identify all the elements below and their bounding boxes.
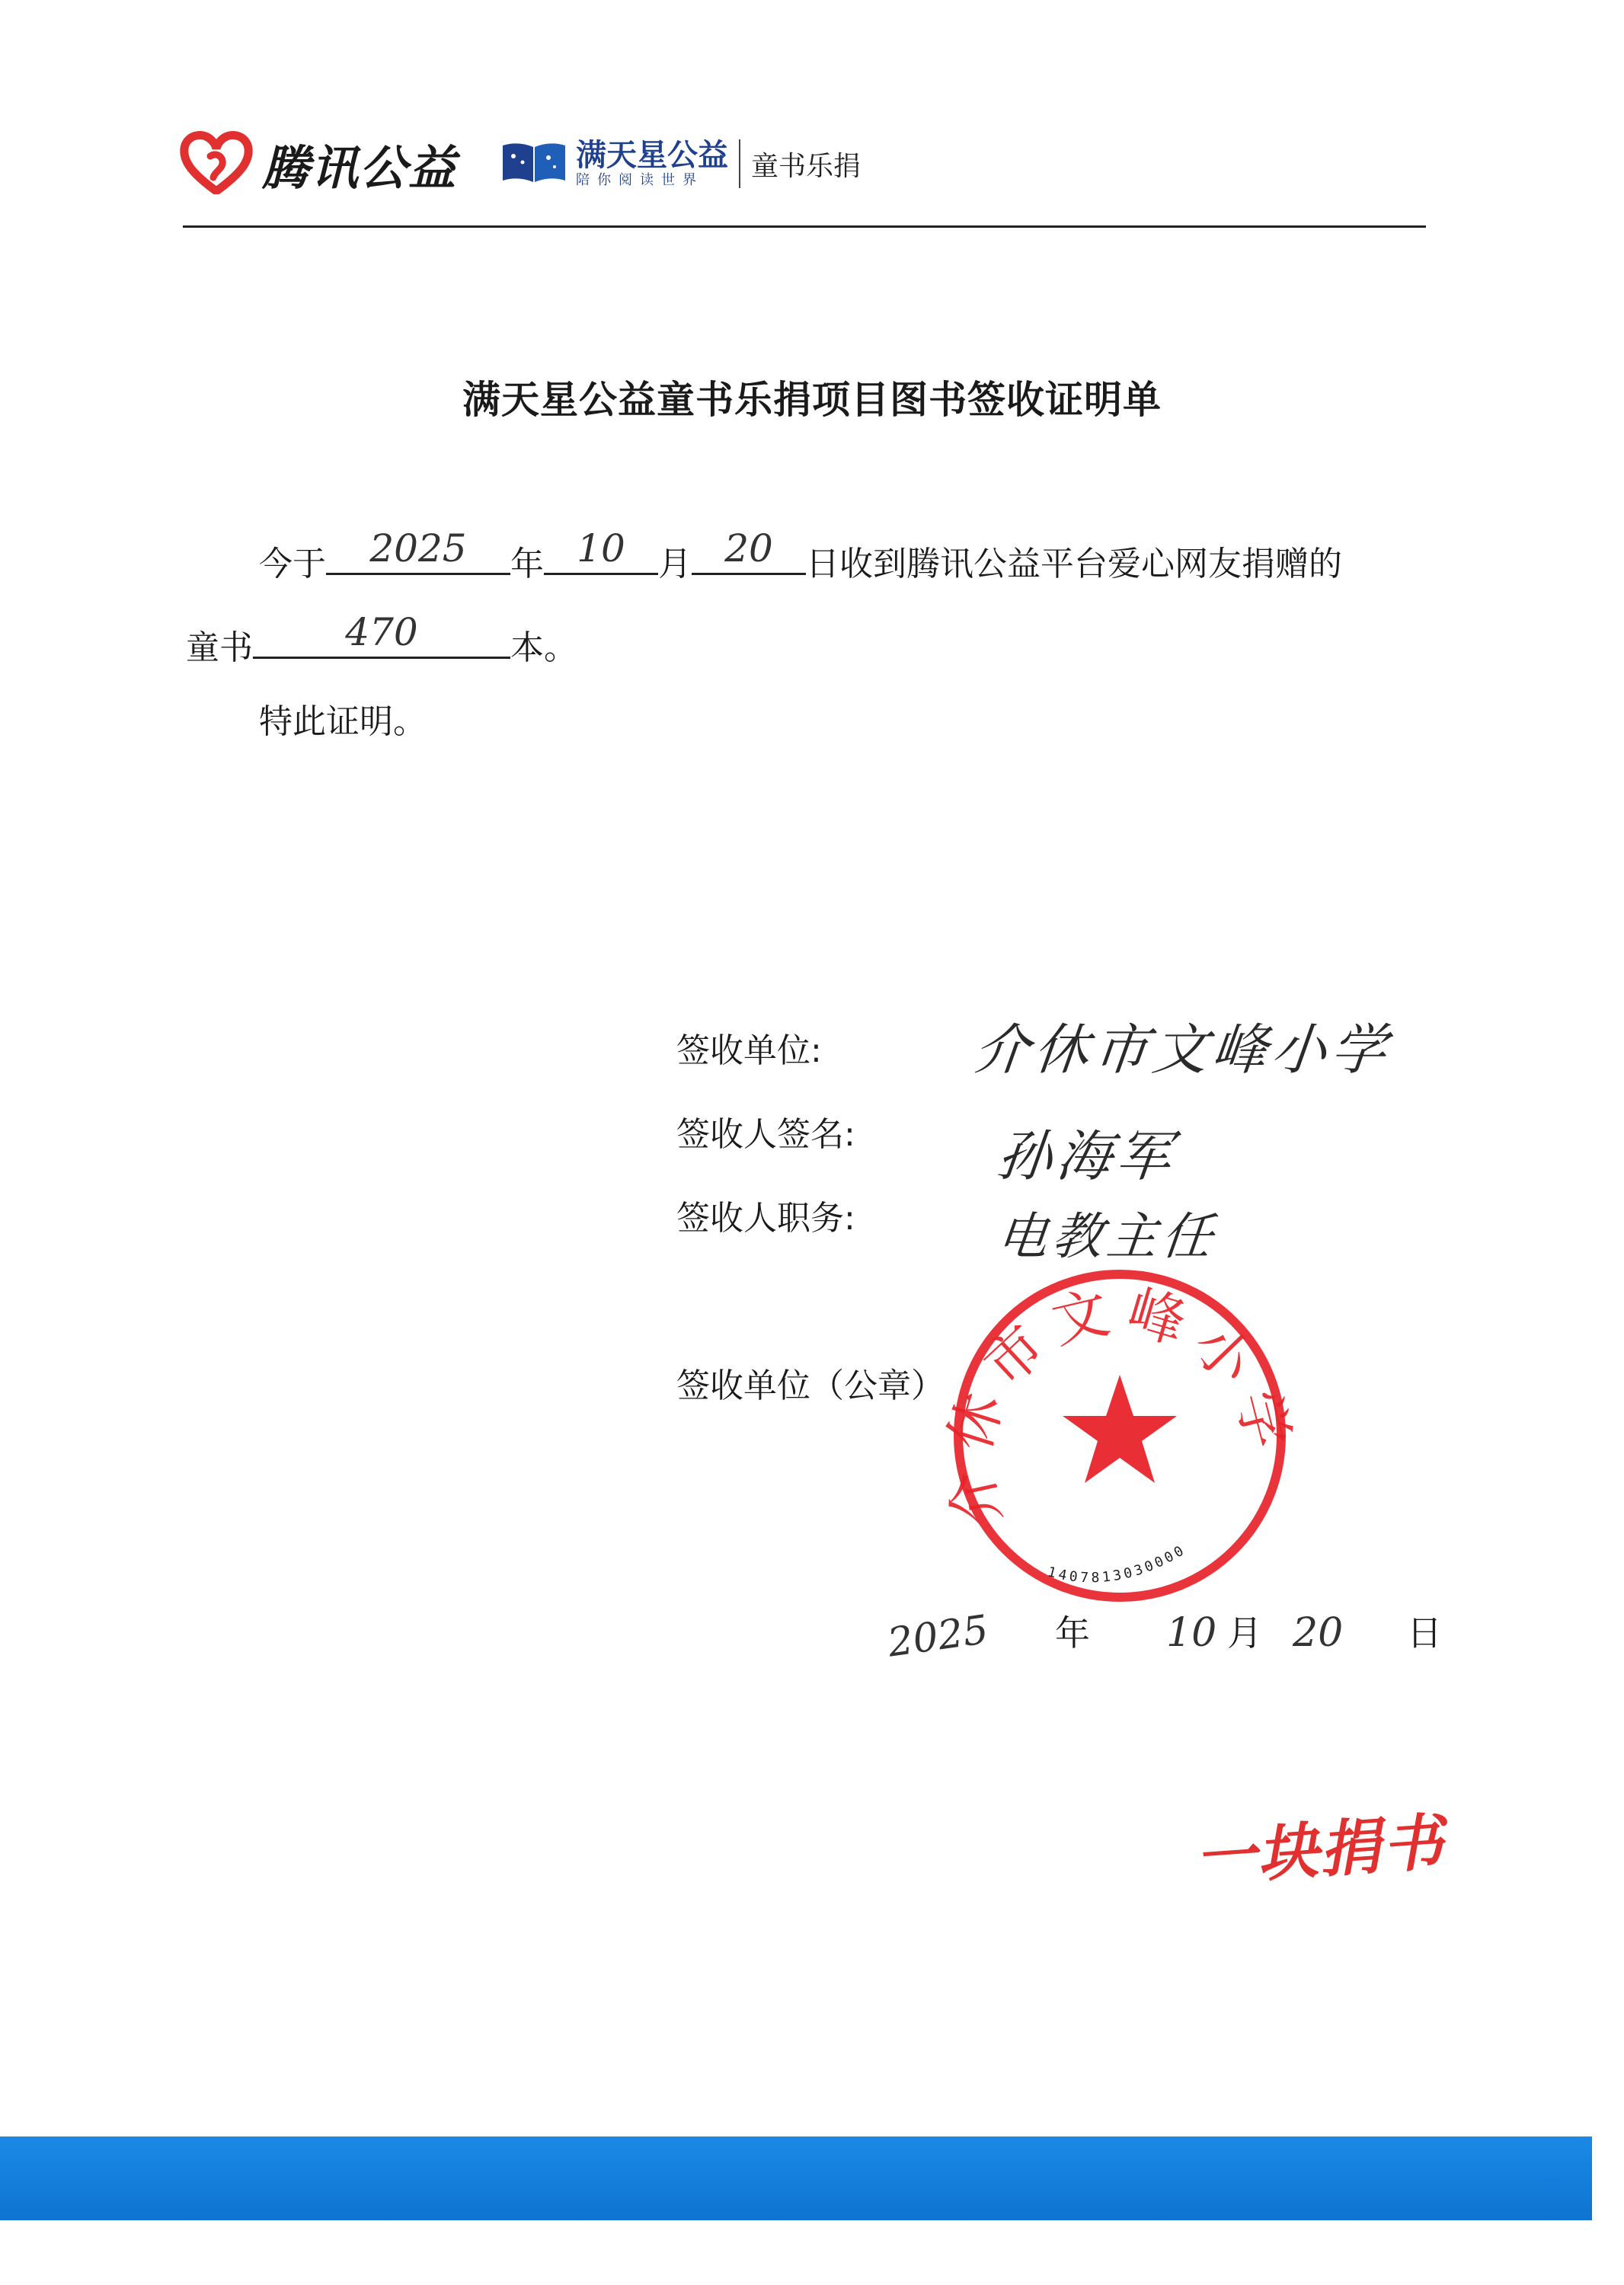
official-seal-label: 签收单位（公章）	[676, 1366, 945, 1405]
receipt-line-2	[186, 610, 577, 671]
day-handwritten: 20	[724, 526, 773, 570]
logo-divider	[739, 139, 740, 188]
tencent-charity-logo-text: 腾讯公益	[262, 139, 458, 196]
donation-slogan: 一块捐书	[1192, 1806, 1447, 1895]
line2-suffix: 本。	[510, 628, 577, 667]
receipt-line-1	[259, 526, 1342, 587]
month-handwritten: 10	[577, 526, 625, 570]
sign-year-label: 年	[1055, 1612, 1090, 1654]
open-book-icon	[500, 139, 568, 188]
year-blank	[326, 526, 510, 575]
line1-suffix: 日收到腾讯公益平台爱心网友捐赠的	[806, 545, 1342, 583]
mantianxing-logo	[500, 139, 861, 189]
line1-prefix: 今于	[259, 545, 326, 583]
receiver-title-handwritten: 电教主任	[994, 1207, 1220, 1266]
count-handwritten: 470	[345, 610, 418, 654]
seal-text: 休市文峰小	[945, 1277, 1274, 1459]
certify-text: 特此证明。	[259, 702, 427, 741]
header-logos	[180, 129, 861, 198]
receiver-name-label: 签收人签名:	[676, 1115, 855, 1154]
mantianxing-slogan: 陪你阅读世界	[576, 172, 705, 188]
year-label: 年	[510, 545, 544, 583]
sign-day-handwritten: 20	[1293, 1610, 1344, 1656]
heart-icon	[180, 130, 253, 197]
receiving-unit-label: 签收单位:	[676, 1031, 822, 1070]
header-divider	[183, 225, 1426, 228]
svg-text:1407813030000	[1046, 1542, 1189, 1587]
count-blank	[253, 610, 510, 659]
seal-number: 1407813030000	[1045, 1541, 1190, 1587]
month-label: 月	[658, 545, 692, 583]
star-icon	[1063, 1375, 1177, 1483]
official-seal	[945, 1261, 1295, 1614]
receiver-signature: 孙海军	[993, 1124, 1179, 1188]
day-blank	[692, 526, 806, 575]
sign-year-handwritten: 2025	[884, 1606, 992, 1667]
receiving-unit-handwritten: 介休市文峰小学	[970, 1018, 1394, 1082]
mantianxing-title: 满天星公益	[576, 138, 729, 173]
receiver-title-label: 签收人职务:	[676, 1199, 855, 1238]
line2-prefix: 童书	[186, 628, 253, 667]
sign-date	[884, 1606, 1442, 1667]
month-blank	[544, 526, 658, 575]
sign-month-label: 月	[1227, 1612, 1262, 1654]
year-handwritten: 2025	[369, 526, 467, 570]
document-title: 满天星公益童书乐捐项目图书签收证明单	[462, 378, 1162, 422]
book-donation-logo-text: 童书乐捐	[751, 150, 862, 182]
footer-bar	[0, 2136, 1592, 2220]
sign-day-label: 日	[1407, 1612, 1442, 1654]
sign-month-handwritten: 10	[1166, 1610, 1217, 1656]
